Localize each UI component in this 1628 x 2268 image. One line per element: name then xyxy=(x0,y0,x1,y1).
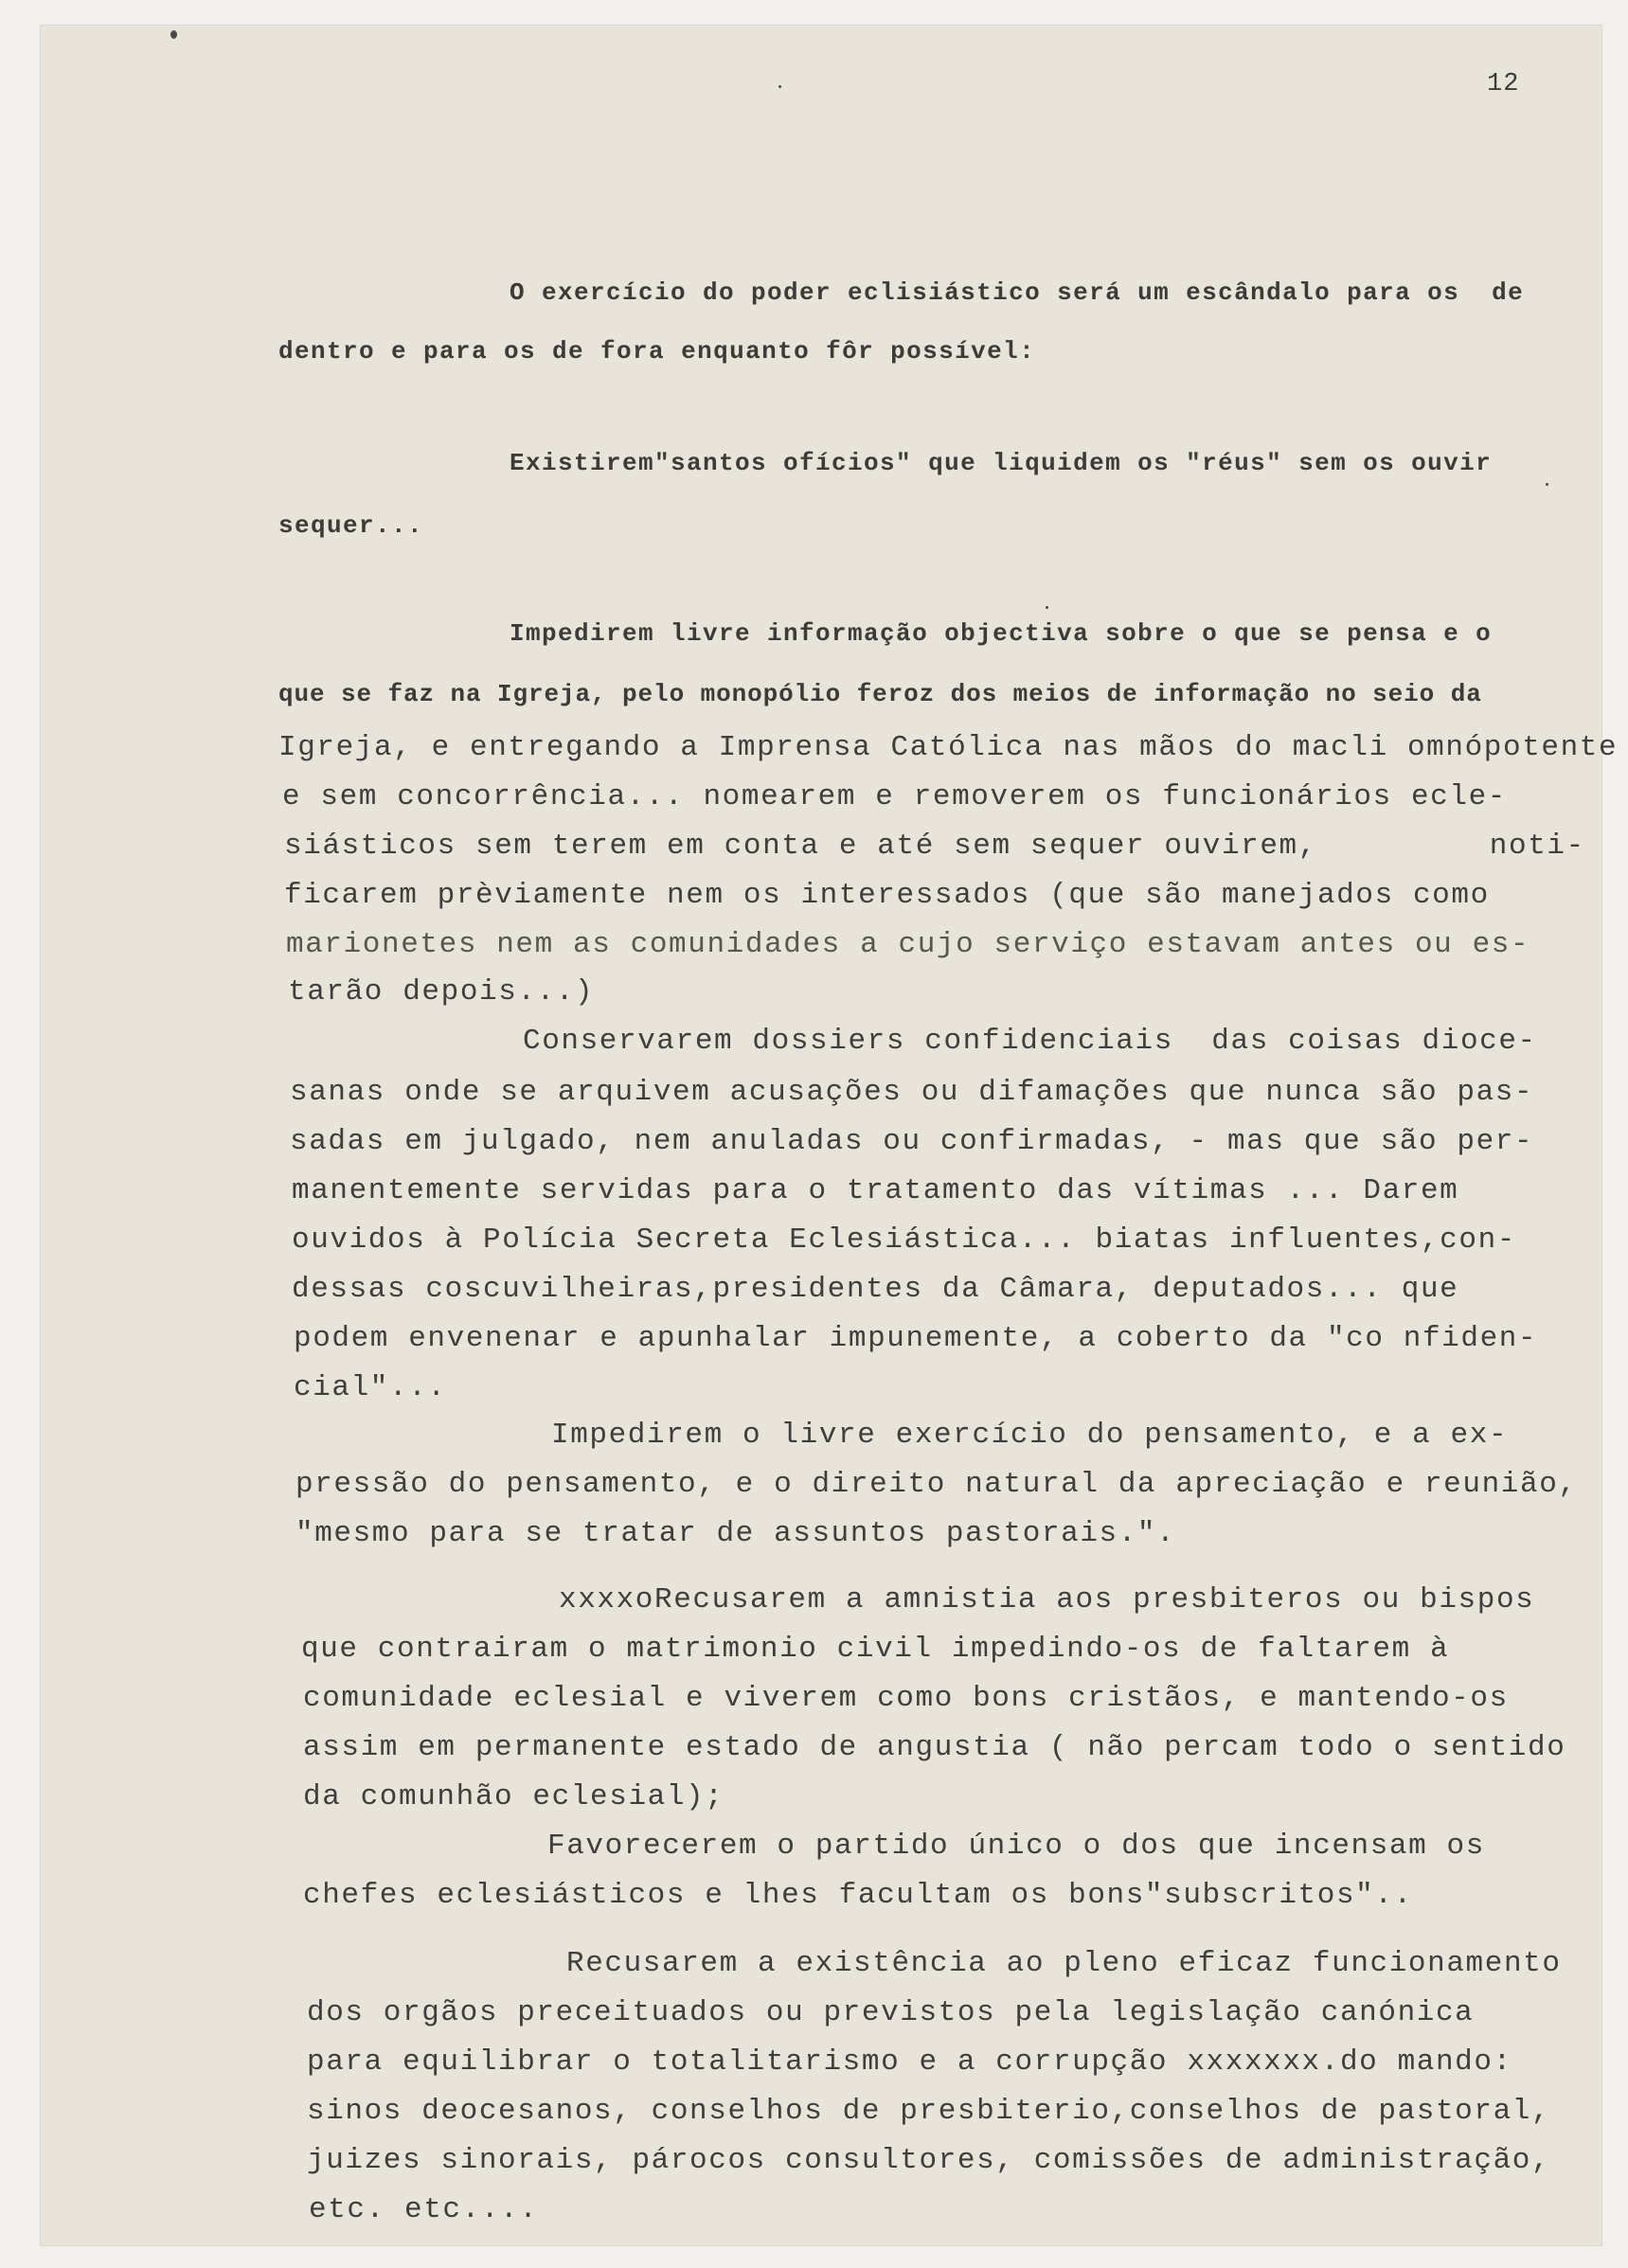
text-line: marionetes nem as comunidades a cujo serviço estavam antes ou es- xyxy=(286,928,1530,961)
text-line: que contrairam o matrimonio civil impedindo-os de faltarem à xyxy=(301,1633,1450,1666)
text-line: juizes sinorais, párocos consultores, comissões de administração, xyxy=(307,2144,1551,2177)
text-line: e sem concorrência... nomearem e removerem os funcionários ecle- xyxy=(282,780,1507,813)
text-line: sanas onde se arquivem acusações ou difamações que nunca são pas- xyxy=(290,1076,1534,1109)
text-line: comunidade eclesial e viverem como bons cristãos, e mantendo-os xyxy=(303,1682,1509,1715)
text-line: podem envenenar e apunhalar impunemente, a coberto da "co nfiden- xyxy=(294,1322,1538,1355)
text-line: tarão depois...) xyxy=(288,975,595,1009)
text-line: ficarem prèviamente nem os interessados (que são manejados como xyxy=(284,879,1490,912)
text-line: Conservarem dossiers confidenciais das coisas dioce- xyxy=(523,1025,1537,1058)
text-line: Impedirem livre informação objectiva sobre o que se pensa e o xyxy=(510,619,1493,648)
text-line: "mesmo para se tratar de assuntos pastorais.". xyxy=(295,1517,1176,1550)
text-line: sequer... xyxy=(278,511,424,540)
text-line: dessas coscuvilheiras,presidentes da Câmara, deputados... que xyxy=(292,1273,1459,1306)
text-line: manentemente servidas para o tratamento das vítimas ... Darem xyxy=(292,1174,1459,1207)
ink-speck xyxy=(1046,606,1048,609)
text-line: que se faz na Igreja, pelo monopólio feroz dos meios de informação no seio da xyxy=(278,680,1482,708)
text-line: O exercício do poder eclisiástico será um escândalo para os de xyxy=(510,278,1525,307)
text-line: cial"... xyxy=(294,1371,447,1404)
text-line: para equilibrar o totalitarismo e a corrupção xxxxxxx.do mando: xyxy=(307,2045,1512,2079)
text-line: Impedirem o livre exercício do pensamento, e a ex- xyxy=(551,1419,1509,1452)
text-line: Favorecerem o partido único o dos que incensam os xyxy=(547,1830,1485,1863)
text-line: Igreja, e entregando a Imprensa Católica nas mãos do macli omnópotente xyxy=(278,731,1619,764)
text-line: sinos deocesanos, conselhos de presbiterio,conselhos de pastoral, xyxy=(307,2095,1551,2128)
text-line: pressão do pensamento, e o direito natural da apreciação e reunião, xyxy=(295,1468,1578,1501)
text-line: ouvidos à Polícia Secreta Eclesiástica... biatas influentes,con- xyxy=(292,1223,1516,1257)
text-line: etc. etc.... xyxy=(309,2193,539,2226)
text-line: Recusarem a existência ao pleno eficaz funcionamento xyxy=(566,1947,1562,1980)
text-line: sadas em julgado, nem anuladas ou confirmadas, - mas que são per- xyxy=(290,1125,1534,1158)
text-line: siásticos sem terem em conta e até sem sequer ouvirem, noti- xyxy=(284,830,1585,863)
text-line: dentro e para os de fora enquanto fôr possível: xyxy=(278,337,1036,366)
ink-speck xyxy=(1546,483,1548,486)
text-line: da comunhão eclesial); xyxy=(303,1780,725,1813)
page-number: 12 xyxy=(1487,70,1520,98)
ink-speck xyxy=(778,85,781,88)
text-line: chefes eclesiásticos e lhes facultam os bons"subscritos".. xyxy=(303,1879,1413,1912)
document-page xyxy=(40,25,1619,2246)
text-line: xxxxoRecusarem a amnistia aos presbiteros ou bispos xyxy=(559,1583,1535,1616)
text-line: dos orgãos preceituados ou previstos pela legislação canónica xyxy=(307,1996,1475,2029)
ink-speck xyxy=(170,30,177,39)
text-line: assim em permanente estado de angustia ( não percam todo o sentido xyxy=(303,1731,1566,1764)
text-line: Existirem"santos ofícios" que liquidem os "réus" sem os ouvir xyxy=(510,449,1493,477)
